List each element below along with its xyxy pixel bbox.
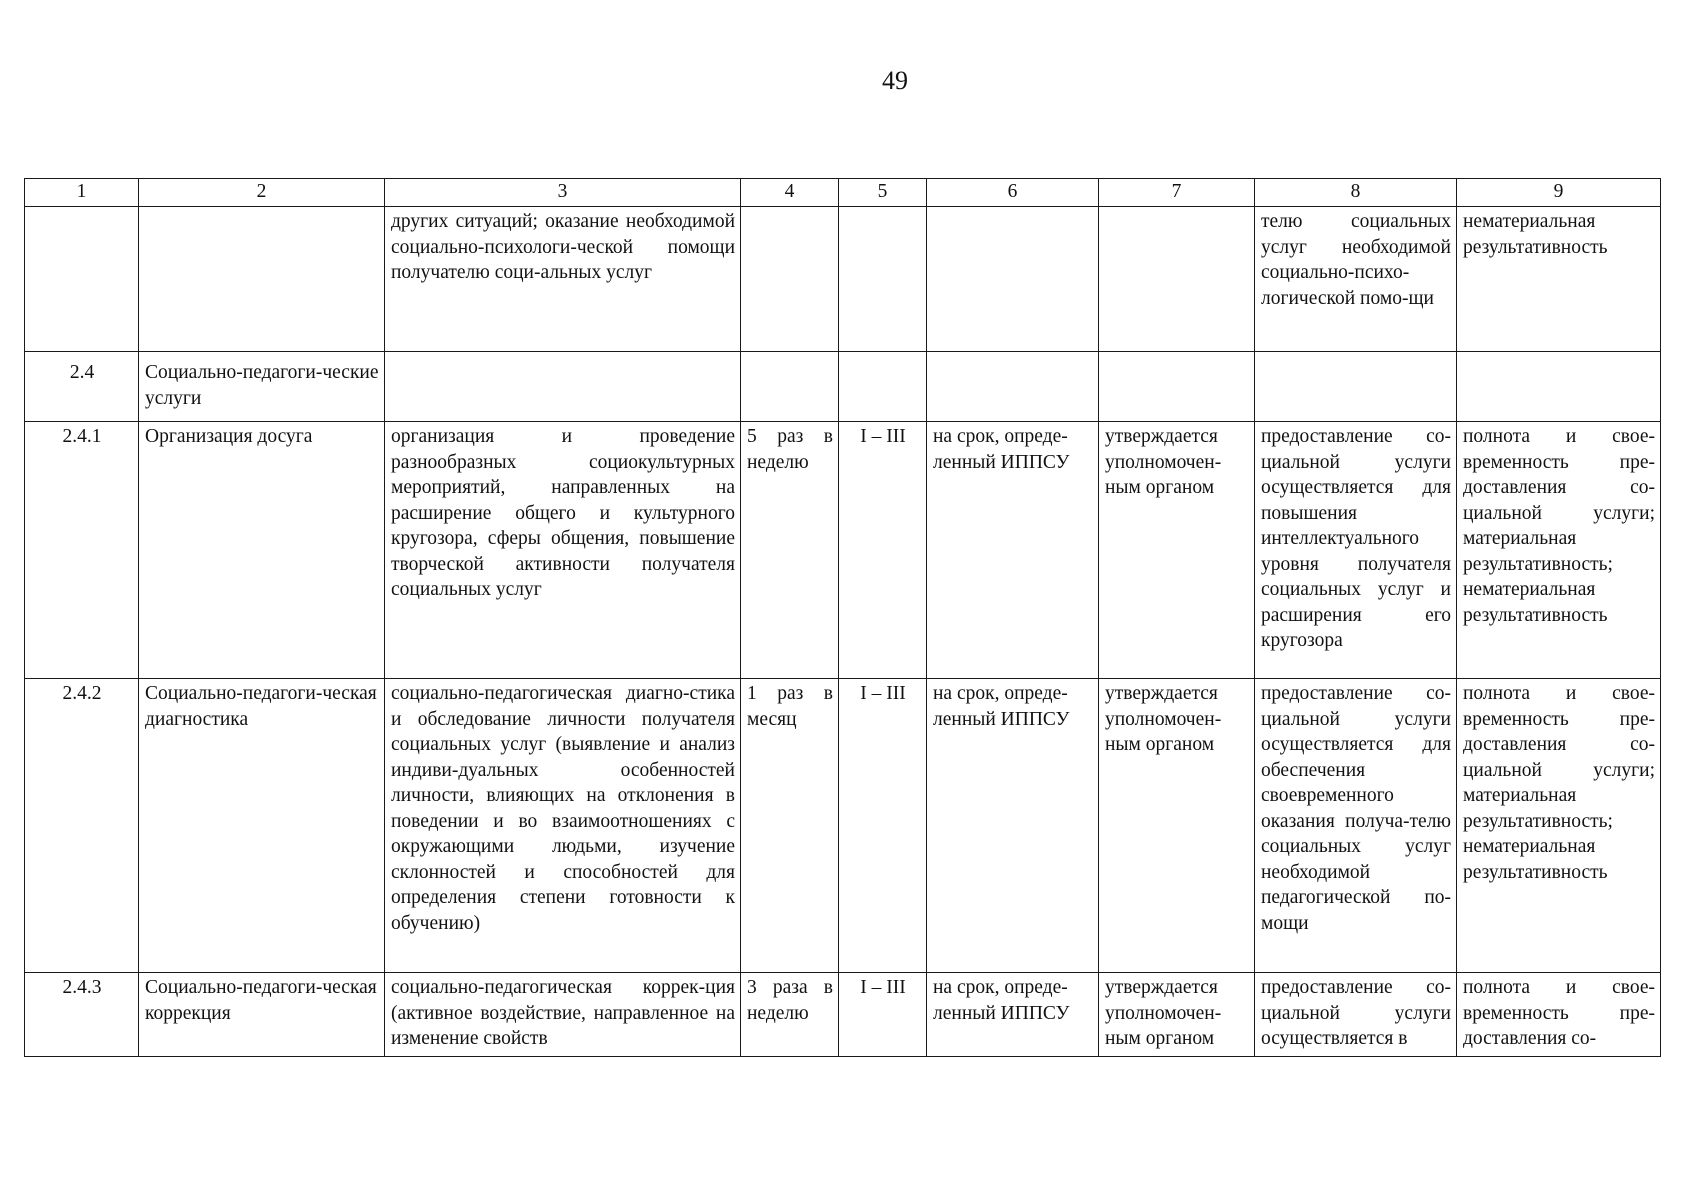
evaluation-criteria: нематериальная результативность — [1457, 207, 1661, 352]
column-number: 5 — [839, 179, 927, 207]
service-row — [25, 679, 1661, 973]
column-number: 1 — [25, 179, 139, 207]
social-services-table — [24, 178, 1661, 1057]
service-description: организация и проведение разнообразных социокультурных мероприятий, направленных на расширение общего и культурного кругозора, сферы общения, повышение творческой активности получателя социальных услуг — [385, 422, 741, 679]
quality-indicator: предоставление со-циальной услуги осуществляется для повышения интеллектуального уровня получателя социальных услуг и расширения его кругозора — [1255, 422, 1457, 679]
column-number: 3 — [385, 179, 741, 207]
service-name: Социально-педагоги-ческая коррекция — [139, 973, 385, 1057]
column-number-row — [25, 179, 1661, 207]
empty-cell — [741, 207, 839, 352]
service-frequency: 3 раза в неделю — [741, 973, 839, 1057]
service-number: 2.4.2 — [25, 679, 139, 973]
service-frequency: 1 раз в месяц — [741, 679, 839, 973]
empty-cell — [927, 352, 1099, 422]
service-description: социально-педагогическая коррек-ция (активное воздействие, направленное на изменение свойств — [385, 973, 741, 1057]
section-row — [25, 352, 1661, 422]
page-number: 49 — [882, 66, 908, 95]
section-title: Социально-педагоги-ческие услуги — [139, 352, 385, 422]
empty-cell — [927, 207, 1099, 352]
service-term: на срок, опреде-ленный ИППСУ — [927, 422, 1099, 679]
service-description: других ситуаций; оказание необходимой социально-психологи-ческой помощи получателю соци-альных услуг — [385, 207, 741, 352]
service-number: 2.4.1 — [25, 422, 139, 679]
approval-body: утверждается уполномочен-ным органом — [1099, 973, 1255, 1057]
column-number: 4 — [741, 179, 839, 207]
quality-indicator: предоставление со-циальной услуги осуществляется в — [1255, 973, 1457, 1057]
column-number: 7 — [1099, 179, 1255, 207]
service-row — [25, 422, 1661, 679]
approval-body: утверждается уполномочен-ным органом — [1099, 679, 1255, 973]
empty-cell — [839, 352, 927, 422]
empty-cell — [25, 207, 139, 352]
service-name: Организация досуга — [139, 422, 385, 679]
quality-indicator: телю социальных услуг необходимой социально-психо-логической помо-щи — [1255, 207, 1457, 352]
column-number: 2 — [139, 179, 385, 207]
service-term: на срок, опреде-ленный ИППСУ — [927, 679, 1099, 973]
column-number: 8 — [1255, 179, 1457, 207]
empty-cell — [741, 352, 839, 422]
column-number: 6 — [927, 179, 1099, 207]
service-row — [25, 973, 1661, 1057]
service-number: 2.4.3 — [25, 973, 139, 1057]
approval-body: утверждается уполномочен-ным органом — [1099, 422, 1255, 679]
evaluation-criteria: полнота и свое-временность пре-доставления со-циальной услуги; материальная результативность; нематериальная результативность — [1457, 679, 1661, 973]
empty-cell — [1457, 352, 1661, 422]
recipient-groups: I – III — [839, 422, 927, 679]
service-name: Социально-педагоги-ческая диагностика — [139, 679, 385, 973]
continuation-row — [25, 207, 1661, 352]
empty-cell — [1255, 352, 1457, 422]
service-term: на срок, опреде-ленный ИППСУ — [927, 973, 1099, 1057]
evaluation-criteria: полнота и свое-временность пре-доставления со- — [1457, 973, 1661, 1057]
quality-indicator: предоставление со-циальной услуги осуществляется для обеспечения своевременного оказания получа-телю социальных услуг необходимой педагогической по-мощи — [1255, 679, 1457, 973]
empty-cell — [139, 207, 385, 352]
empty-cell — [385, 352, 741, 422]
service-description: социально-педагогическая диагно-стика и обследование личности получателя социальных услуг (выявление и анализ индиви-дуальных особенностей личности, влияющих на отклонения в поведении и во взаимоотношениях с окружающими людьми, изучение склонностей и способностей для определения степени готовности к обучению) — [385, 679, 741, 973]
recipient-groups: I – III — [839, 679, 927, 973]
empty-cell — [1099, 352, 1255, 422]
empty-cell — [839, 207, 927, 352]
recipient-groups: I – III — [839, 973, 927, 1057]
section-number: 2.4 — [25, 352, 139, 422]
column-number: 9 — [1457, 179, 1661, 207]
empty-cell — [1099, 207, 1255, 352]
service-frequency: 5 раз в неделю — [741, 422, 839, 679]
evaluation-criteria: полнота и свое-временность пре-доставления со-циальной услуги; материальная результативность; нематериальная результативность — [1457, 422, 1661, 679]
